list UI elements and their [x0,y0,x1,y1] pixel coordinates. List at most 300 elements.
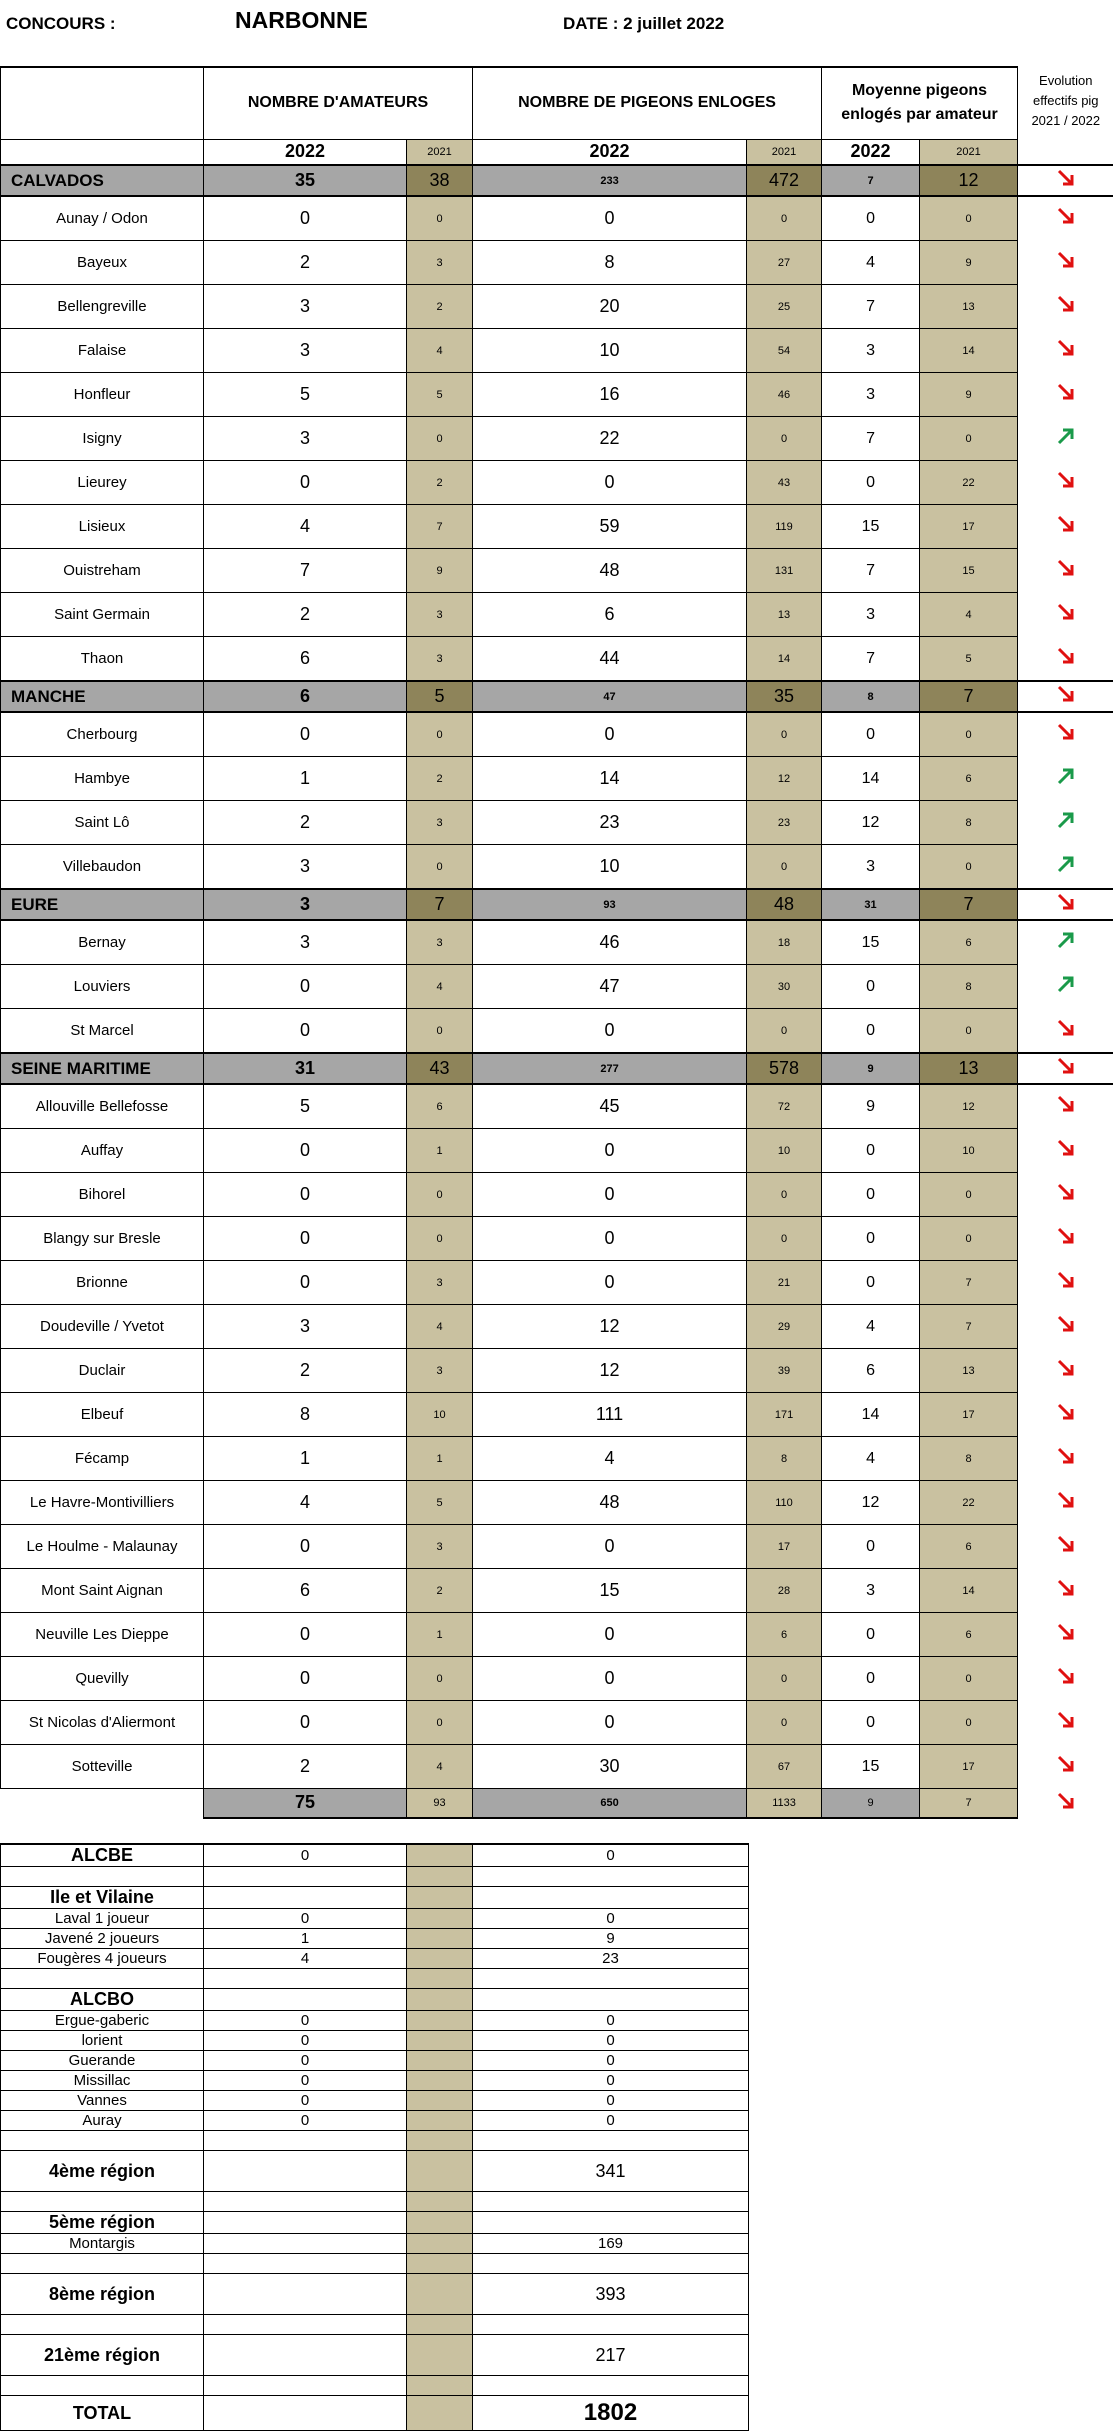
list-item [1,2051,749,2071]
moyenne-2022: 0 [822,1173,920,1217]
amateurs-2021: 38 [407,165,473,196]
entry-blank [407,2234,473,2254]
pigeons-2022: 277 [473,1053,747,1084]
pigeons-2022: 22 [473,417,747,461]
list-item [1,1867,749,1887]
moyenne-2022: 14 [822,1393,920,1437]
amateurs-2021: 3 [407,1525,473,1569]
amateurs-2022-header: 2022 [204,139,407,165]
amateurs-2021: 2 [407,1569,473,1613]
pigeons-2021: 28 [747,1569,822,1613]
entry-blank [407,2031,473,2051]
amateurs-2022: 2 [204,241,407,285]
amateurs-2021: 0 [407,845,473,890]
city-name: Bernay [1,920,204,965]
amateurs-2021: 1 [407,1613,473,1657]
trend-down-arrow-icon [1054,380,1078,404]
amateurs-2021: 10 [407,1393,473,1437]
city-name: Bellengreville [1,285,204,329]
entry-blank [407,1909,473,1929]
moyenne-2021: 14 [920,1569,1018,1613]
list-item [1,1887,749,1909]
entry-pigeons: 23 [473,1949,749,1969]
table-row [1,965,1113,1009]
city-name: Hambye [1,757,204,801]
region-name: EURE [1,889,204,920]
pigeons-2021: 0 [747,196,822,241]
corner-cell [1,67,204,139]
entry-blank [407,1867,473,1887]
trend-down-arrow-icon [1054,1016,1078,1040]
total-m21: 7 [920,1789,1018,1818]
trend-cell [1018,1129,1113,1173]
entry-pigeons [473,2192,749,2212]
trend-cell [1018,505,1113,549]
trend-up-arrow-icon [1054,928,1078,952]
pigeons-2021: 131 [747,549,822,593]
moyenne-2022: 7 [822,165,920,196]
entry-name: ALCBE [1,1844,204,1867]
pigeons-2021: 54 [747,329,822,373]
amateurs-2021: 1 [407,1437,473,1481]
table-row [1,1173,1113,1217]
moyenne-2021: 0 [920,196,1018,241]
trend-cell [1018,1305,1113,1349]
moyenne-2022: 0 [822,1701,920,1745]
trend-down-arrow-icon [1054,1224,1078,1248]
pigeons-2022: 0 [473,1701,747,1745]
entry-pigeons: 0 [473,2011,749,2031]
entry-blank [407,2315,473,2335]
moyenne-2021: 7 [920,1305,1018,1349]
entry-amateurs [204,1887,407,1909]
city-name: Doudeville / Yvetot [1,1305,204,1349]
city-name: Bihorel [1,1173,204,1217]
list-item [1,2151,749,2192]
table-row [1,1009,1113,1054]
entry-amateurs [204,2254,407,2274]
entry-blank [407,1844,473,1867]
pigeons-2021: 43 [747,461,822,505]
amateurs-2022: 31 [204,1053,407,1084]
entry-blank [407,2335,473,2376]
amateurs-2021: 5 [407,1481,473,1525]
region-row [1,1053,1113,1084]
entry-amateurs [204,2192,407,2212]
amateurs-2022: 3 [204,1305,407,1349]
moyenne-2022: 0 [822,1129,920,1173]
trend-down-arrow-icon [1054,1312,1078,1336]
trend-down-arrow-icon [1054,1180,1078,1204]
entry-amateurs: 0 [204,2011,407,2031]
trend-cell [1018,165,1113,196]
amateurs-2022: 3 [204,920,407,965]
list-item [1,2011,749,2031]
table-row [1,1525,1113,1569]
entry-amateurs: 0 [204,2111,407,2131]
pigeons-2021: 0 [747,1701,822,1745]
trend-down-arrow-icon [1054,336,1078,360]
city-name: Saint Lô [1,801,204,845]
pigeons-2022: 111 [473,1393,747,1437]
table-row [1,329,1113,373]
entry-pigeons [473,2254,749,2274]
entry-amateurs: 0 [204,2031,407,2051]
moyenne-2021: 5 [920,637,1018,682]
entry-pigeons: 0 [473,2071,749,2091]
moyenne-2022: 0 [822,1009,920,1054]
moyenne-2022: 0 [822,1613,920,1657]
amateurs-2022: 3 [204,845,407,890]
city-name: Isigny [1,417,204,461]
pigeons-2021: 8 [747,1437,822,1481]
trend-cell [1018,329,1113,373]
entry-name: Montargis [1,2234,204,2254]
pigeons-2021: 472 [747,165,822,196]
amateurs-2021: 0 [407,1701,473,1745]
city-name: Brionne [1,1261,204,1305]
amateurs-2022: 0 [204,965,407,1009]
list-item [1,2212,749,2234]
table-row [1,241,1113,285]
entry-amateurs [204,2131,407,2151]
total-row [1,2396,749,2431]
pigeons-2022: 45 [473,1084,747,1129]
moyenne-2021: 8 [920,801,1018,845]
entry-blank [407,1989,473,2011]
moyenne-2022: 15 [822,920,920,965]
city-name: Mont Saint Aignan [1,1569,204,1613]
entry-pigeons [473,1969,749,1989]
list-item [1,2376,749,2396]
moyenne-2021: 0 [920,1173,1018,1217]
trend-cell [1018,1009,1113,1054]
amateurs-2022: 0 [204,1261,407,1305]
entry-amateurs: 1 [204,1929,407,1949]
table-row [1,801,1113,845]
city-name: Le Havre-Montivilliers [1,1481,204,1525]
amateurs-2021: 0 [407,712,473,757]
trend-down-arrow-icon [1054,1532,1078,1556]
table-row [1,1217,1113,1261]
trend-cell [1018,712,1113,757]
trend-down-arrow-icon [1054,1789,1078,1813]
moyenne-2022: 3 [822,1569,920,1613]
trend-up-arrow-icon [1054,764,1078,788]
entry-name: 21ème région [1,2335,204,2376]
amateurs-2022: 2 [204,593,407,637]
trend-cell [1018,965,1113,1009]
moyenne-2021: 6 [920,1613,1018,1657]
entry-amateurs: 0 [204,2071,407,2091]
trend-down-arrow-icon [1054,720,1078,744]
pigeons-2022: 4 [473,1437,747,1481]
amateurs-2022: 2 [204,1349,407,1393]
trend-up-arrow-icon [1054,808,1078,832]
pigeons-2022: 23 [473,801,747,845]
trend-cell [1018,845,1113,890]
moyenne-2022: 6 [822,1349,920,1393]
pigeons-2021: 46 [747,373,822,417]
trend-cell [1018,1217,1113,1261]
trend-down-arrow-icon [1054,1268,1078,1292]
entry-amateurs: 0 [204,1844,407,1867]
trend-down-arrow-icon [1054,644,1078,668]
entry-pigeons: 0 [473,2031,749,2051]
city-name: Falaise [1,329,204,373]
entry-name: Missillac [1,2071,204,2091]
pigeons-2021: 23 [747,801,822,845]
entry-blank [407,2151,473,2192]
moyenne-2022: 4 [822,1437,920,1481]
moyenne-2022-header: 2022 [822,139,920,165]
entry-name: 5ème région [1,2212,204,2234]
amateurs-2021: 3 [407,801,473,845]
table-row [1,417,1113,461]
entry-name: Fougères 4 joueurs [1,1949,204,1969]
table-row [1,637,1113,682]
pigeons-2022: 10 [473,845,747,890]
entry-name: Ile et Vilaine [1,1887,204,1909]
entry-name: Guerande [1,2051,204,2071]
amateurs-2021: 3 [407,1261,473,1305]
city-name: Blangy sur Bresle [1,1217,204,1261]
entry-name: Ergue-gaberic [1,2011,204,2031]
list-item [1,2315,749,2335]
table-row [1,1745,1113,1789]
entry-pigeons [473,1887,749,1909]
amateurs-2021: 3 [407,1349,473,1393]
list-item [1,2234,749,2254]
other-regions-table [0,1843,749,2431]
pigeons-2022: 0 [473,712,747,757]
region-name: MANCHE [1,681,204,712]
amateurs-2021: 0 [407,196,473,241]
moyenne-2021: 8 [920,965,1018,1009]
moyenne-2022: 3 [822,593,920,637]
trend-cell [1018,1084,1113,1129]
amateurs-2021: 0 [407,1173,473,1217]
pigeons-2021: 0 [747,1657,822,1701]
entry-name: ALCBO [1,1989,204,2011]
pigeons-2022: 30 [473,1745,747,1789]
moyenne-2022: 0 [822,965,920,1009]
pigeons-2022: 8 [473,241,747,285]
amateurs-2021: 6 [407,1084,473,1129]
entry-amateurs [204,2212,407,2234]
amateurs-2022: 3 [204,329,407,373]
city-name: Neuville Les Dieppe [1,1613,204,1657]
trend-cell [1018,1053,1113,1084]
moyenne-2022: 0 [822,1525,920,1569]
moyenne-2021: 10 [920,1129,1018,1173]
moyenne-2021: 0 [920,845,1018,890]
list-item [1,1844,749,1867]
moyenne-2021: 22 [920,461,1018,505]
pigeons-2021: 110 [747,1481,822,1525]
trend-down-arrow-icon [1054,248,1078,272]
city-name: Thaon [1,637,204,682]
list-item [1,2254,749,2274]
amateurs-2022: 3 [204,417,407,461]
moyenne-2022: 0 [822,1657,920,1701]
trend-down-arrow-icon [1054,166,1078,190]
moyenne-2022: 15 [822,505,920,549]
trend-cell [1018,373,1113,417]
table-row [1,920,1113,965]
table-row [1,1084,1113,1129]
pigeons-2021: 119 [747,505,822,549]
list-item [1,2335,749,2376]
pigeons-2021: 27 [747,241,822,285]
trend-down-arrow-icon [1054,682,1078,706]
moyenne-2022: 0 [822,1261,920,1305]
pigeons-2022: 0 [473,1217,747,1261]
pigeons-2022: 93 [473,889,747,920]
trend-up-arrow-icon [1054,852,1078,876]
entry-name [1,2315,204,2335]
trend-down-arrow-icon [1054,600,1078,624]
list-item [1,2111,749,2131]
amateurs-2022: 7 [204,549,407,593]
amateurs-2022: 0 [204,1129,407,1173]
entry-blank [407,1949,473,1969]
amateurs-2022: 0 [204,1009,407,1054]
moyenne-2022: 0 [822,1217,920,1261]
amateurs-2021: 5 [407,681,473,712]
trend-cell [1018,1393,1113,1437]
table-row [1,845,1113,890]
amateurs-2021: 4 [407,1305,473,1349]
concours-label: CONCOURS : [6,14,116,34]
pigeons-2022: 0 [473,1009,747,1054]
amateurs-2022: 2 [204,801,407,845]
pigeons-header: NOMBRE DE PIGEONS ENLOGES [473,67,822,139]
amateurs-2022: 6 [204,681,407,712]
amateurs-2021: 1 [407,1129,473,1173]
region-row [1,681,1113,712]
entry-name: 4ème région [1,2151,204,2192]
trend-down-arrow-icon [1054,292,1078,316]
pigeons-2022: 0 [473,1657,747,1701]
pigeons-2021: 67 [747,1745,822,1789]
moyenne-2022: 12 [822,801,920,845]
table-row [1,196,1113,241]
moyenne-2021: 6 [920,1525,1018,1569]
city-name: Louviers [1,965,204,1009]
moyenne-2022: 8 [822,681,920,712]
trend-cell [1018,1569,1113,1613]
list-item [1,1989,749,2011]
trend-cell [1018,1745,1113,1789]
amateurs-2021: 3 [407,241,473,285]
amateurs-2022: 0 [204,1613,407,1657]
pigeons-2022: 46 [473,920,747,965]
city-name: Auffay [1,1129,204,1173]
moyenne-2021: 0 [920,712,1018,757]
pigeons-2021: 0 [747,712,822,757]
amateurs-2022: 2 [204,1745,407,1789]
moyenne-2022: 7 [822,549,920,593]
moyenne-2022: 7 [822,637,920,682]
pigeons-2021: 0 [747,417,822,461]
entry-name [1,2376,204,2396]
moyenne-2022: 9 [822,1053,920,1084]
page-header [0,0,1113,60]
moyenne-2021: 22 [920,1481,1018,1525]
table-row [1,1437,1113,1481]
city-name: Lieurey [1,461,204,505]
table-row [1,373,1113,417]
trend-cell [1018,196,1113,241]
entry-pigeons: 9 [473,1929,749,1949]
entry-blank [407,2111,473,2131]
trend-cell [1018,461,1113,505]
entry-name: lorient [1,2031,204,2051]
entry-pigeons [473,1989,749,2011]
moyenne-2022: 3 [822,329,920,373]
amateurs-2022: 35 [204,165,407,196]
total-p21: 1133 [747,1789,822,1818]
amateurs-2022: 0 [204,712,407,757]
amateurs-2021: 4 [407,1745,473,1789]
pigeons-2021: 72 [747,1084,822,1129]
entry-pigeons: 0 [473,1844,749,1867]
city-name: Cherbourg [1,712,204,757]
pigeons-2022: 59 [473,505,747,549]
pigeons-2021: 6 [747,1613,822,1657]
amateurs-2022: 3 [204,285,407,329]
pigeons-2022: 14 [473,757,747,801]
trend-down-arrow-icon [1054,1054,1078,1078]
moyenne-2022: 9 [822,1084,920,1129]
pigeons-2021: 35 [747,681,822,712]
entry-blank [407,2091,473,2111]
trend-cell [1018,593,1113,637]
pigeons-2021: 29 [747,1305,822,1349]
amateurs-2021: 3 [407,593,473,637]
trend-cell [1018,417,1113,461]
total-trend [1018,1789,1113,1818]
list-item [1,1969,749,1989]
amateurs-2022: 4 [204,505,407,549]
entry-blank [407,2011,473,2031]
pigeons-2022: 48 [473,1481,747,1525]
entry-name: Auray [1,2111,204,2131]
pigeons-2022: 47 [473,681,747,712]
pigeons-2021: 48 [747,889,822,920]
amateurs-2021: 2 [407,461,473,505]
table-row [1,1481,1113,1525]
entry-name [1,2192,204,2212]
trend-down-arrow-icon [1054,468,1078,492]
trend-up-arrow-icon [1054,424,1078,448]
amateurs-2022: 0 [204,1217,407,1261]
pigeons-2021: 21 [747,1261,822,1305]
moyenne-2022: 31 [822,889,920,920]
entry-amateurs: 0 [204,1909,407,1929]
pigeons-2021: 0 [747,845,822,890]
amateurs-2022: 0 [204,1525,407,1569]
trend-down-arrow-icon [1054,1136,1078,1160]
moyenne-2021: 13 [920,1053,1018,1084]
entry-name [1,1867,204,1887]
entry-amateurs: 4 [204,1949,407,1969]
year-row-blank [1,139,204,165]
entry-name [1,2254,204,2274]
trend-cell [1018,1349,1113,1393]
amateurs-2021: 3 [407,920,473,965]
